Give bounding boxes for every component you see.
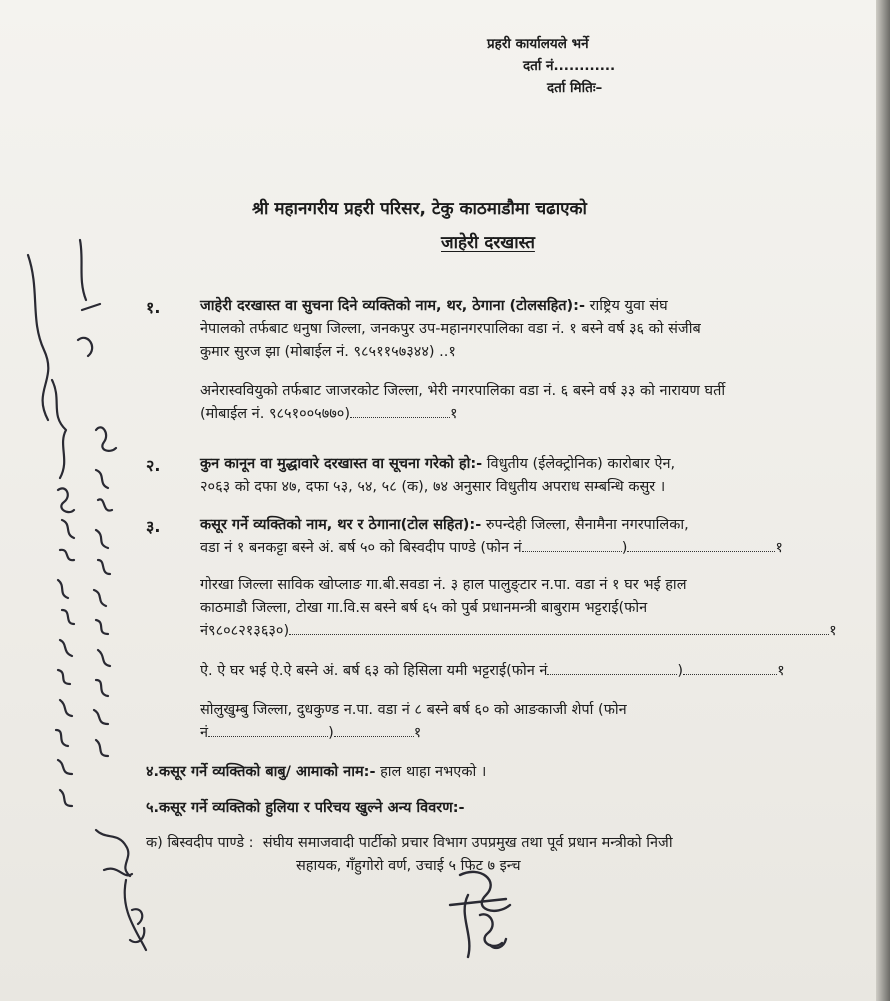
section-3-p4-line1: सोलुखुम्बु जिल्ला, दुधकुण्ड न.पा. वडा नं ८ बस्ने बर्ष ६० को आङकाजी शेर्पा (फोन: [200, 702, 627, 718]
dotted-fill: [208, 724, 328, 737]
section-2-line2: २०६३ को दफा ४७, दफा ५३, ५४, ५८ (क), ७४ अनुसार विधुतीय अपराध सम्बन्धि कसुर ।: [200, 479, 666, 495]
section-1-label: जाहेरी दरखास्त वा सुचना दिने व्यक्तिको नाम, थर, ठेगाना (टोलसहित):-: [200, 298, 585, 314]
dotted-fill: [547, 662, 677, 675]
section-3-p4-line2: नं ) १: [200, 725, 422, 741]
section-3-number: ३.: [146, 517, 161, 536]
signature-mark: [420, 855, 530, 975]
dotted-fill: [522, 539, 622, 552]
page-edge-shadow: [876, 0, 890, 1001]
dotted-fill: [289, 622, 829, 635]
pen-stroke: [78, 240, 100, 356]
margin-handwriting: [0, 230, 150, 1001]
section-1-line1: [200, 295, 668, 318]
dotted-fill: [350, 405, 450, 418]
section-5-item-line1: [146, 832, 673, 855]
pen-stroke: [28, 255, 48, 420]
section-1-para2-line2: (मोबाईल नं. ९८५१००५७७०) १: [200, 406, 458, 422]
page-title: श्री महानगरीय प्रहरी परिसर, टेकु काठमाडौमा चढाएको: [252, 199, 587, 219]
dotted-fill: [627, 539, 775, 552]
pen-stroke: [125, 880, 146, 950]
section-1-line2: नेपालको तर्फबाट धनुषा जिल्ला, जनकपुर उप-महानगरपालिका वडा नं. १ बस्ने वर्ष ३६ को संजीब: [200, 321, 701, 337]
section-3-label: कसूर गर्ने व्यक्तिको नाम, थर र ठेगाना(टोल सहित):-: [200, 517, 482, 533]
dotted-fill: [334, 724, 414, 737]
section-4-line: [146, 761, 486, 784]
section-3-p2-line1: गोरखा जिल्ला साविक खोप्लाङ गा.बी.सवडा नं. ३ हाल पालुङ्टार न.पा. वडा नं १ घर भई हाल: [200, 577, 687, 593]
section-5-label: ५.कसूर गर्ने व्यक्तिको हुलिया र परिचय खुल्ने अन्य विवरण:-: [146, 800, 465, 816]
office-note-line1: प्रहरी कार्यालयले भर्ने: [487, 36, 589, 52]
registration-date: दर्ता मितिः–: [547, 80, 603, 96]
section-2-number: २.: [146, 456, 161, 475]
section-2-line1: [200, 453, 675, 476]
section-1-number: १.: [146, 298, 161, 317]
section-3-line1: [200, 514, 689, 537]
pen-stroke: [450, 899, 506, 948]
section-5-item-prefix: क) बिस्वदीप पाण्डे :: [146, 835, 254, 851]
section-4-label: ४.कसूर गर्ने व्यक्तिको बाबु/ आमाको नाम:-: [146, 764, 376, 780]
section-3-p1-line2: वडा नं १ बनकट्टा बस्ने अं. बर्ष ५० को बिस्वदीप पाण्डे (फोन नं ) १: [200, 540, 783, 556]
section-2-text: विधुतीय (ईलेक्ट्रोनिक) कारोबार ऐन,: [482, 456, 676, 472]
office-note: [487, 33, 615, 99]
section-1-line3: कुमार सुरज झा (मोबाईल नं. ९८५११५७३४४) ..१: [200, 344, 456, 360]
section-4-text: हाल थाहा नभएको ।: [375, 764, 487, 780]
section-3-p2-line3: नं९८०८२१३६३०) १: [200, 623, 837, 639]
pen-stroke: [96, 830, 132, 876]
pen-stroke: [56, 488, 74, 806]
pen-stroke: [460, 872, 510, 911]
section-3-p2-line2: काठमाडौ जिल्ला, टोखा गा.वि.स बस्ने बर्ष ६५ को पुर्ब प्रधानमन्त्री बाबुराम भट्टराई(फोन: [200, 600, 648, 616]
registration-number: दर्ता नं............: [523, 58, 616, 74]
section-5-item-text: संघीय समाजवादी पार्टीको प्रचार विभाग उपप्रमुख तथा पूर्व प्रधान मन्त्रीको निजी: [262, 835, 673, 851]
pen-stroke: [52, 380, 66, 478]
section-3-text: रुपन्देही जिल्ला, सैनामैना नगरपालिका,: [481, 517, 689, 533]
pen-stroke: [94, 427, 116, 756]
section-1-para2-line1: अनेरास्ववियुको तर्फबाट जाजरकोट जिल्ला, भेरी नगरपालिका वडा नं. ६ बस्ने वर्ष ३३ को नारायण घर्ती: [200, 383, 726, 399]
section-2-label: कुन कानून वा मुद्धावारे दरखास्त वा सूचना गरेको हो:-: [200, 456, 483, 472]
section-3-p3-line1: ऐ. ऐ घर भई ऐ.ऐ बस्ने अं. बर्ष ६३ को हिसिला यमी भट्टराई(फोन नं ) १: [200, 663, 785, 679]
page-subtitle: जाहेरी दरखास्त: [441, 233, 535, 253]
dotted-fill: [683, 662, 777, 675]
section-5-item-line2: सहायक, गँहुगोरो वर्ण, उचाई ५ फिट ७ इन्च: [296, 858, 521, 874]
section-1-text: राष्ट्रिय युवा संघ: [585, 298, 668, 314]
